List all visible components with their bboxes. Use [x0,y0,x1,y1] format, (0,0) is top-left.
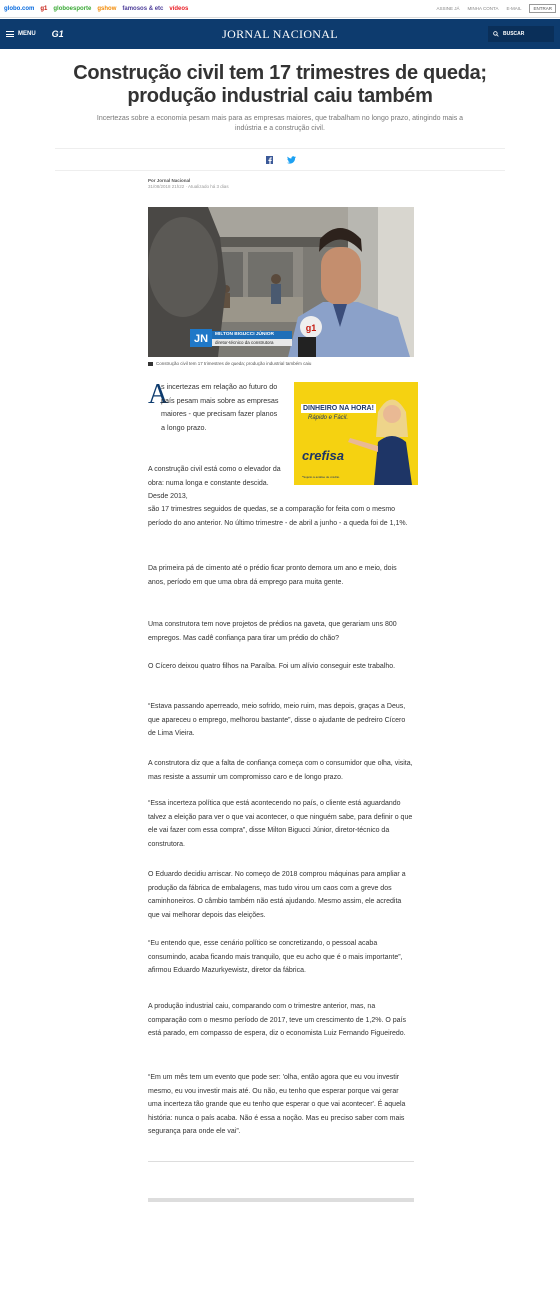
menu-button[interactable] [6,31,36,37]
facebook-icon[interactable] [264,155,274,165]
minha-conta-link[interactable]: MINHA CONTA [467,6,499,11]
paragraph-8: “Essa incerteza política que está acontecendo no país, o cliente está aguardando talvez a eleição para ver o que vai acontecer, o que ninguém sabe, para definir o que ele vai fazer com essa compra”, disse Milton Bigucci Júnior, diretor-técnico da construtora. [148,800,413,848]
site-header [0,19,560,49]
article-video-still[interactable] [148,207,414,357]
divider [55,170,505,171]
globo-top-bar [0,0,560,18]
paragraph-10: “Eu entendo que, esse cenário político se concretizando, o pessoal acaba consumindo, acaba ficando mais tranquilo, que eu acho que é o mais importante”, afirmou Eduardo Mazurkyewistz, diretor da fábrica. [148,940,403,974]
paragraph-2b: são 17 trimestres seguidos de quedas, se a comparação for feita com o mesmo período do ano anterior. No último trimestre - de abril a junho - a queda foi de 1,1%. [148,506,408,527]
divider [148,1198,414,1202]
photo-caption [148,361,414,366]
g1-logo[interactable]: G1 [51,29,64,39]
divider [55,148,505,149]
advertisement[interactable] [294,382,418,485]
svg-text:JN: JN [193,333,209,345]
link-globo[interactable]: globo.com [4,5,35,12]
ad-fineprint: *Sujeito à análise de crédito. [302,475,341,479]
publish-date: 31/08/2018 21h22 · Atualizado há 3 dias [148,184,229,189]
entrar-button[interactable]: ENTRAR [529,4,556,13]
paragraph-2a: A construção civil está como o elevador da obra: numa longa e constante descida. Desde 2013, [148,466,281,500]
caption-text: Construção civil tem 17 trimestres de queda; produção industrial também caiu [156,361,312,366]
menu-label: MENU [18,31,36,37]
link-g1[interactable]: g1 [40,5,48,12]
svg-text:g1: g1 [305,323,317,333]
author: Por Jornal Nacional [148,178,191,183]
paragraph-6: “Estava passando aperreado, meio sofrido, meio ruim, mas depois, graças a Deus, que apareceu o emprego, melhorou bastante”, disse o ajudante de pedreiro Cícero de Lima Vieira. [148,703,406,737]
ad-image [294,382,418,485]
search-icon [493,31,499,37]
dropcap: A [148,379,169,410]
article-title: Construção civil tem 17 trimestres de queda; produção industrial caiu também [73,62,487,107]
paragraph-11: A produção industrial caiu, comparando com o trimestre anterior, mas, na comparação com o mesmo período de 2017, teve um crescimento de 1,2%. O país está parado, em compasso de espera, diz o economista Luiz Fernando Figueiredo. [148,1003,406,1037]
byline [148,178,229,190]
paragraph-5: O Cícero deixou quatro filhos na Paraíba. Foi um alívio conseguir este trabalho. [148,663,396,670]
ad-headline: DINHEIRO NA HORA! [303,405,374,412]
paragraph-4: Uma construtora tem nove projetos de prédios na gaveta, que gerariam uns 800 empregos. Mas cadê confiança para tirar um prédio do chão? [148,621,397,642]
program-title: JORNAL NACIONAL [222,26,338,41]
assine-link[interactable]: ASSINE JÁ [436,6,460,11]
link-videos[interactable]: vídeos [169,5,189,12]
share-bar [0,155,560,165]
paragraph-12: “Em um mês tem um evento que pode ser: 'olha, então agora que eu vou investir mesmo, eu vou investir mais até. Ou não, eu tenho que esperar porque vai gerar uma incerteza tão grande que eu tenho que esperar o que vai acontecer'. É aquela história: nunca o país acaba. Não é essa a noção. Mas eu preciso saber com mais segurança para onde ele vai”. [148,1074,406,1135]
hamburger-icon [6,31,14,37]
ad-subheadline: Rápido e Fácil. [308,415,349,421]
video-icon [148,362,153,366]
paragraph-1: s incertezas em relação ao futuro do país pesam mais sobre as empresas maiores - que precisam fazer planos a longo prazo. [161,382,279,432]
paragraph-7: A construtora diz que a falta de confiança começa com o consumidor que olha, visita, mas resiste a assumir um compromisso caro e de longo prazo. [148,760,413,781]
paragraph-3: Da primeira pá de cimento até o prédio ficar pronto demora um ano e meio, dois anos, período em que uma obra dá emprego para muita gente. [148,565,397,586]
email-link[interactable]: E-MAIL [506,6,522,11]
lower-third-name: MILTON BIGUCCI JÚNIOR [215,332,274,337]
link-famosos[interactable]: famosos & etc [122,5,164,12]
ad-brand-logo: crefisa [302,448,344,463]
search-button[interactable] [488,26,554,42]
search-label: BUSCAR [503,31,525,37]
article-subtitle: Incertezas sobre a economia pesam mais para as empresas maiores, que trabalham no longo prazo, atingindo mais a indústria e a construção civil. [96,115,464,132]
video-still-image [148,207,414,357]
twitter-icon[interactable] [286,155,296,165]
link-gshow[interactable]: gshow [97,5,117,12]
paragraph-9: O Eduardo decidiu arriscar. No começo de 2018 comprou máquinas para ampliar a produção da fábrica de embalagens, mas tudo virou um caos com a greve dos caminhoneiros. O câmbio também não está ajudando. Mesmo assim, ele acredita que vai melhorar depois das eleições. [148,871,406,919]
link-globoesporte[interactable]: globoesporte [53,5,92,12]
lower-third-role: diretor-técnico da construtora [215,340,274,345]
divider [148,1161,414,1162]
